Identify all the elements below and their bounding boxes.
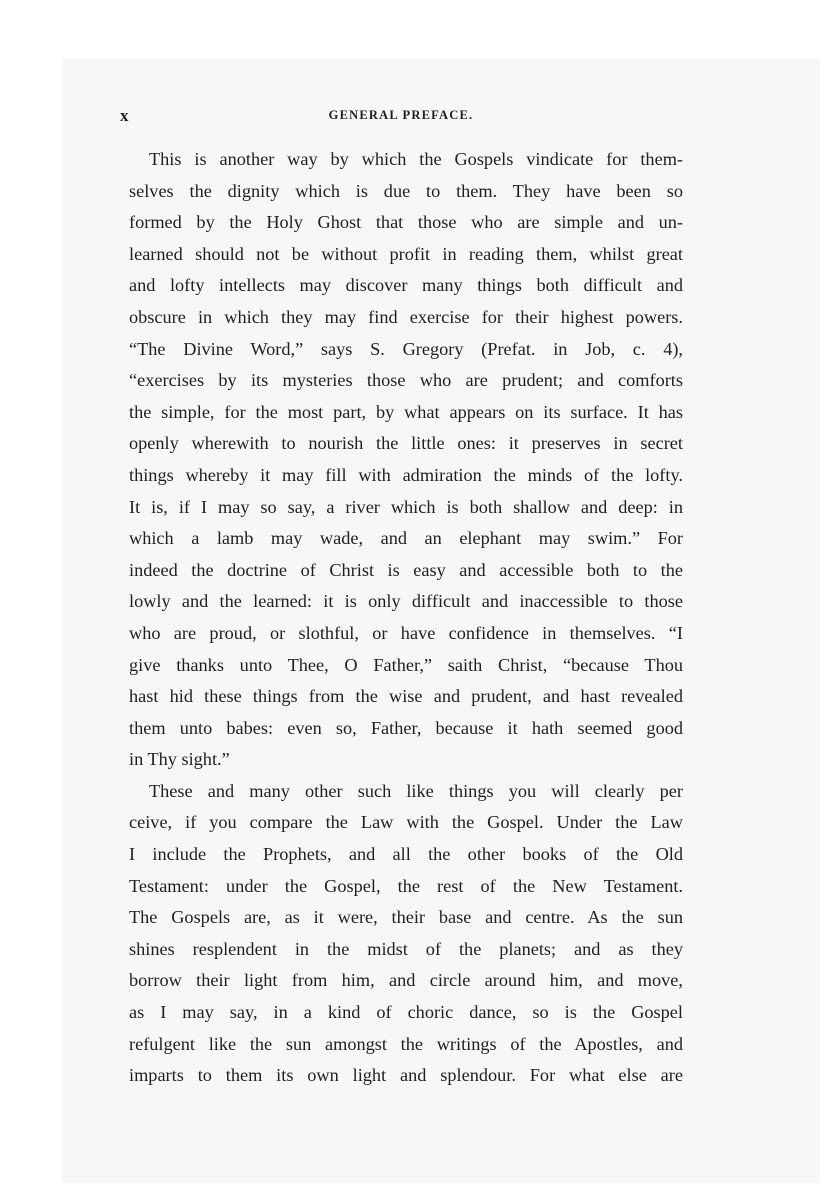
text-line: selves the dignity which is due to them. They have been so [129, 180, 683, 201]
text-line: formed by the Holy Ghost that those who are simple and un- [129, 212, 683, 233]
text-line: borrow their light from him, and circle around him, and move, [129, 970, 683, 991]
text-line: imparts to them its own light and splendour. For what else are [129, 1065, 683, 1086]
text-line: and lofty intellects may discover many things both difficult and [129, 275, 683, 296]
text-line: in Thy sight.” [129, 749, 230, 770]
text-line: which a lamb may wade, and an elephant may swim.” For [129, 528, 683, 549]
text-line: It is, if I may so say, a river which is both shallow and deep: in [129, 496, 683, 517]
text-line: indeed the doctrine of Christ is easy and accessible both to the [129, 559, 683, 580]
body-text [129, 144, 683, 1092]
text-line: them unto babes: even so, Father, because it hath seemed good [129, 717, 683, 738]
text-line: “exercises by its mysteries those who are prudent; and comforts [129, 370, 683, 391]
text-line: refulgent like the sun amongst the writings of the Apostles, and [129, 1033, 683, 1054]
running-title: GENERAL PREFACE. [328, 108, 474, 122]
text-line: things whereby it may fill with admiration the minds of the lofty. [129, 464, 683, 485]
text-line: learned should not be without profit in reading them, whilst great [129, 243, 683, 264]
text-line: I include the Prophets, and all the other books of the Old [129, 844, 683, 865]
text-line: hast hid these things from the wise and prudent, and hast revealed [129, 686, 683, 707]
text-line: These and many other such like things you will clearly per [149, 780, 683, 801]
paragraph [129, 776, 683, 1092]
paragraph [129, 144, 683, 776]
text-line: lowly and the learned: it is only difficult and inaccessible to those [129, 591, 683, 612]
text-line: “The Divine Word,” says S. Gregory (Prefat. in Job, c. 4), [129, 338, 683, 359]
page-number: x [120, 106, 130, 125]
text-line: the simple, for the most part, by what appears on its surface. It has [129, 401, 683, 422]
text-line: give thanks unto Thee, O Father,” saith Christ, “because Thou [129, 654, 683, 675]
page-header [120, 106, 682, 126]
text-line: Testament: under the Gospel, the rest of the New Testament. [129, 875, 683, 896]
text-line: The Gospels are, as it were, their base and centre. As the sun [129, 907, 683, 928]
text-line: This is another way by which the Gospels vindicate for them- [149, 149, 683, 169]
text-line: obscure in which they may find exercise for their highest powers. [129, 306, 683, 327]
text-line: ceive, if you compare the Law with the Gospel. Under the Law [129, 812, 683, 833]
text-line: openly wherewith to nourish the little ones: it preserves in secret [129, 433, 683, 454]
text-line: who are proud, or slothful, or have confidence in themselves. “I [129, 622, 683, 643]
text-line: shines resplendent in the midst of the planets; and as they [129, 938, 683, 959]
text-line: as I may say, in a kind of choric dance, so is the Gospel [129, 1002, 683, 1023]
